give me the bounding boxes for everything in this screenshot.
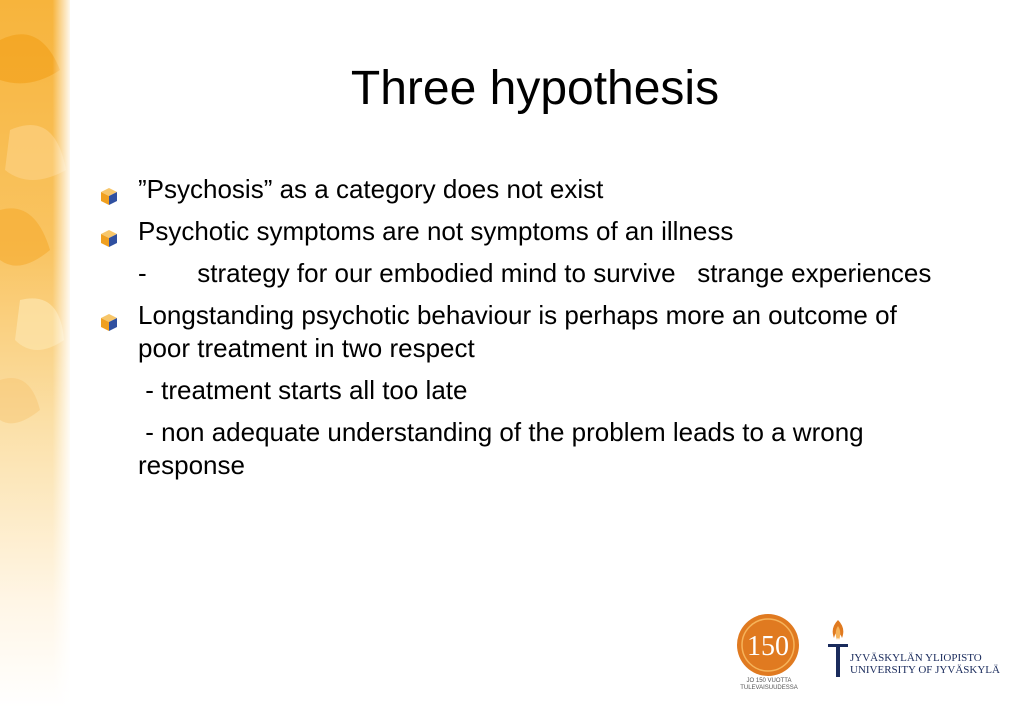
slide-body — [100, 173, 950, 491]
bullet-item — [100, 215, 950, 248]
cube-bullet-icon — [100, 181, 118, 200]
torch-icon — [826, 618, 850, 684]
cube-bullet-icon — [100, 223, 118, 242]
university-name: JYVÄSKYLÄN YLIOPISTO UNIVERSITY OF JYVÄSKYLÄ — [850, 652, 1000, 676]
bullet-text: Longstanding psychotic behaviour is perhaps more an outcome of poor treatment in two respect — [138, 300, 897, 363]
sub-item-text: - non adequate understanding of the problem leads to a wrong response — [138, 417, 871, 480]
university-logo — [826, 618, 1000, 684]
sub-item-text: - strategy for our embodied mind to survive strange experiences — [138, 258, 932, 288]
sub-item-text: - treatment starts all too late — [138, 375, 468, 405]
sub-item — [100, 416, 950, 482]
sub-item — [100, 374, 950, 407]
bullet-item — [100, 299, 950, 365]
cube-bullet-icon — [100, 307, 118, 326]
anniversary-150-logo — [728, 612, 808, 702]
bullet-text: ”Psychosis” as a category does not exist — [138, 174, 604, 204]
anniversary-number: 150 — [747, 631, 789, 662]
anniversary-caption: JO 150 VUOTTA TULEVAISUUDESSA — [740, 678, 798, 691]
sub-item — [100, 257, 950, 290]
slide-title: Three hypothesis — [350, 62, 720, 115]
bullet-item — [100, 173, 950, 206]
bullet-text: Psychotic symptoms are not symptoms of an illness — [138, 216, 734, 246]
